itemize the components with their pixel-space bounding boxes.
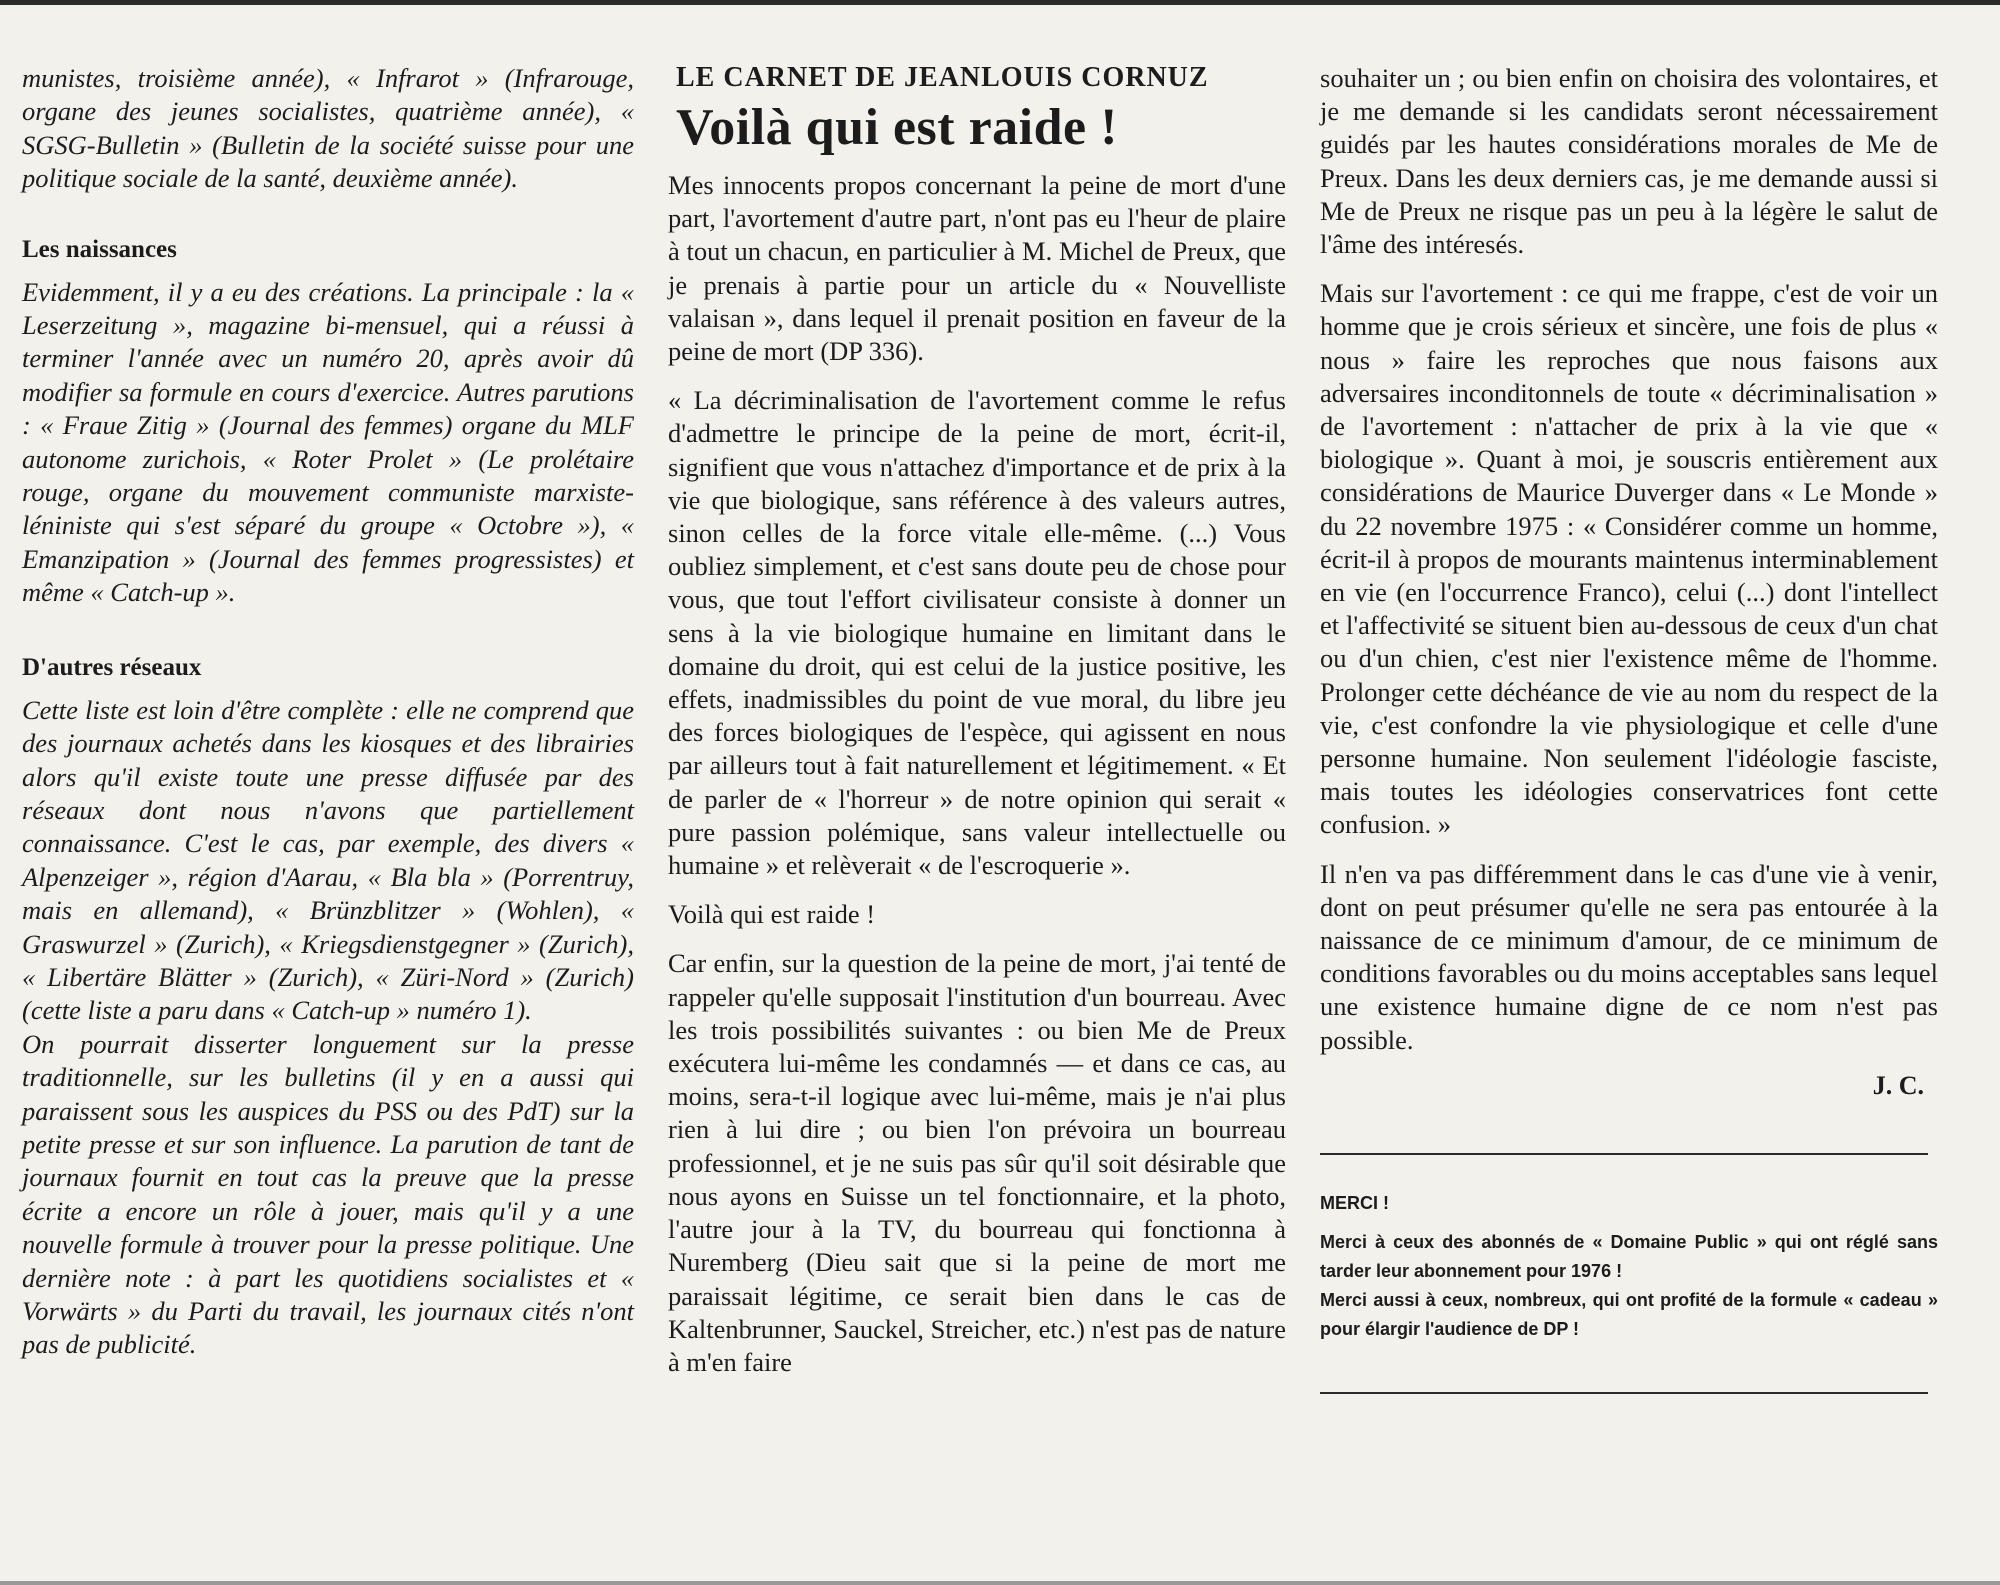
column-right: [1320, 62, 1938, 1394]
article-paragraph-1: Mes innocents propos concernant la peine de mort d'une part, l'avortement d'autre part, n'ont pas eu l'heur de plaire à tout un chacun, en particulier à M. Michel de Preux, que je prenais à partie pour un article du « Nouvelliste valaisan », dans lequel il prenait position en faveur de la peine de mort (DP 336).: [668, 170, 1286, 367]
article-paragraph-2: « La décriminalisation de l'avortement comme le refus d'admettre le principe de la peine de mort, écrit-il, signifient que vous n'attachez d'importance et de prix à la vie que biologique, sans référence à des valeurs autres, sinon celles de la force vitale elle-même. (...) Vous oubliez simplement, et c'est sans doute peu de chose pour vous, que tout l'effort civilisateur consiste à donner un sens à la vie biologique humaine en limitant dans le domaine du droit, qui est celui de la justice positive, les effets, inadmissibles du point de vue moral, du libre jeu des forces biologiques de l'espèce, qui agissent en nous par ailleurs tout à fait naturellement et légitimement. « Et de parler de « l'horreur » de notre opinion qui serait « pure passion polémique, sans valeur intellectuelle ou humaine » et relèverait « de l'escroquerie ».: [668, 385, 1286, 881]
merci-line-1: Merci à ceux des abonnés de « Domaine Public » qui ont réglé sans tarder leur abonnement pour 1976 !: [1320, 1231, 1938, 1281]
reseaux-paragraph-2: On pourrait disserter longuement sur la presse traditionnelle, sur les bulletins (il y en a aussi qui paraissent sous les auspices du PSS ou des PdT) sur la petite presse et sur son influence. La parution de tant de journaux fournit en tout cas la preuve que la presse écrite a encore un rôle à jouer, mais qu'il y a une nouvelle formule à trouver pour la presse politique. Une dernière note : à part les quotidiens socialistes et « Vorwärts » du Parti du travail, les journaux cités n'ont pas de publicité.: [22, 1028, 634, 1360]
section-title-autres-reseaux: D'autres réseaux: [22, 653, 202, 681]
article-paragraph-5: souhaiter un ; ou bien enfin on choisira des volontaires, et je me demande si les candidats seront nécessairement guidés par les hautes considérations morales de Me de Preux. Dans les deux derniers cas, je me demande aussi si Me de Preux ne risque pas un peu à la légère le salut de l'âme des intéresés.: [1320, 63, 1938, 260]
section-title-naissances: Les naissances: [22, 235, 177, 263]
article-paragraph-7: Il n'en va pas différemment dans le cas d'une vie à venir, dont on peut présumer qu'elle ne sera pas entourée à la naissance de ce minimum d'amour, de ce minimum de conditions favorables ou du moins acceptables sans lequel une existence humaine digne de ce nom n'est pas possible.: [1320, 858, 1938, 1055]
column-left: [22, 62, 634, 1362]
intro-paragraph: munistes, troisième année), « Infrarot » (Infrarouge, organe des jeunes socialistes, quatrième année), « SGSG-Bulletin » (Bulletin de la société suisse pour une politique sociale de la santé, deuxième année).: [22, 63, 634, 194]
top-border-rule: [0, 0, 2000, 5]
column-middle: [668, 62, 1286, 1379]
article-headline: Voilà qui est raide !: [676, 99, 1118, 156]
article-paragraph-4: Car enfin, sur la question de la peine de mort, j'ai tenté de rappeler qu'elle supposait l'institution d'un bourreau. Avec les trois possibilités suivantes : ou bien Me de Preux exécutera lui-même les condamnés — et dans ce cas, au moins, sera-t-il logique avec lui-même, mais je n'ai plus rien à lui dire ; ou bien l'on prévoira un bourreau professionnel, et je ne suis pas sûr qu'il soit désirable que nous ayons en Suisse un tel fonctionnaire, et la photo, l'autre jour à la TV, du bourreau qui fonctionna à Nuremberg (Dieu sait que si la peine de mort me paraissait légitime, ce serait bien dans le cas de Kaltenbrunner, Sauckel, Streicher, etc.) n'est pas de nature à m'en faire: [668, 948, 1286, 1377]
merci-line-2: Merci aussi à ceux, nombreux, qui ont profité de la formule « cadeau » pour élargir l'audience de DP !: [1320, 1289, 1938, 1339]
naissances-paragraph: Evidemment, il y a eu des créations. La principale : la « Leserzeitung », magazine bi-mensuel, qui a réussi à terminer l'année avec un numéro 20, après avoir dû modifier sa formule en cours d'exercice. Autres parutions : « Fraue Zitig » (Journal des femmes) organe du MLF autonome zurichois, « Roter Prolet » (Le prolétaire rouge, organe du mouvement communiste marxiste-léniniste qui s'est séparé du groupe « Octobre »), « Emanzipation » (Journal des femmes progressistes) et même « Catch-up ».: [22, 276, 634, 608]
article-paragraph-6: Mais sur l'avortement : ce qui me frappe, c'est de voir un homme que je crois sérieux et sincère, une fois de plus « nous » faire les reproches que nous faisons aux adversaires inconditonnels de toute « décriminalisation » de l'avortement : n'attacher de prix à la vie que « biologique ». Quant à moi, je souscris entièrement aux considérations de Maurice Duverger dans « Le Monde » du 22 novembre 1975 : « Considérer comme un homme, écrit-il à propos de mourants maintenus interminablement en vie (en l'occurrence Franco), celui (...) dont l'intellect et l'affectivité se situent bien au-dessous de ceux d'un chat ou d'un chien, c'est nier l'existence même de l'homme. Prolonger cette déchéance de vie au nom du respect de la vie, c'est confondre la vie physiologique et celle d'une personne humaine. Non seulement l'idéologie fasciste, mais toutes les idéologies conservatrices font cette confusion. »: [1320, 278, 1938, 840]
reseaux-paragraph-1: Cette liste est loin d'être complète : elle ne comprend que des journaux achetés dans les kiosques et des librairies alors qu'il existe toute une presse diffusée par des réseaux dont nous n'avons que partiellement connaissance. C'est le cas, par exemple, des divers « Alpenzeiger », région d'Aarau, « Bla bla » (Porrentruy, mais en allemand), « Brünzblitzer » (Wohlen), « Graswurzel » (Zurich), « Kriegsdienstgegner » (Zurich), « Libertäre Blätter » (Zurich), « Züri-Nord » (Zurich) (cette liste a paru dans « Catch-up » numéro 1).: [22, 694, 634, 1026]
merci-bottom-rule: [1320, 1392, 1928, 1394]
merci-title: MERCI !: [1320, 1192, 1389, 1213]
bottom-border-rule: [0, 1581, 2000, 1585]
article-kicker: LE CARNET DE JEANLOUIS CORNUZ: [676, 62, 1209, 93]
article-paragraph-3: Voilà qui est raide !: [668, 899, 876, 930]
author-signature: J. C.: [1872, 1070, 1924, 1100]
